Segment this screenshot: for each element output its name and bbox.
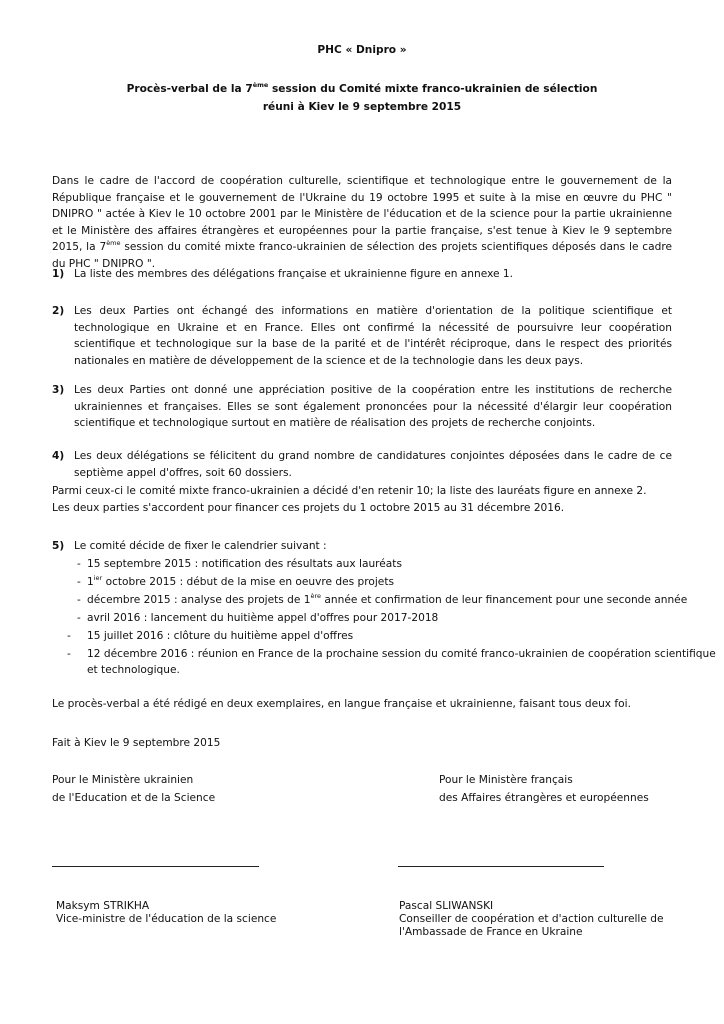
right-signatory-name: Pascal SLIWANSKI — [399, 900, 494, 912]
document-subtitle — [0, 81, 724, 98]
item-3-text: Les deux Parties ont donné une appréciation positive de la coopération entre les institutions de recherche ukrainiennes et françaises. Elles se sont également prononcées pour la nécessité d'élargir leur coopération scientifique et technologique surtout en matière de réalisation des projets de recherche conjoints. — [74, 384, 672, 429]
calendar-item-continued: et technologique. — [87, 664, 180, 676]
calendar-dash: - — [67, 630, 71, 642]
item-2-text: Les deux Parties ont échangé des informations en matière d'orientation de la politique scientifique et technologique en Ukraine et en France. Elles ont confirmé la nécessité de poursuivre leur coopération scientifique et technologique sur la base de la parité et de l'intérêt réciproque, dans le respect des priorités nationales en matière de développement de la science et de la technologie dans les deux pays. — [74, 305, 672, 367]
right-signatory-ministry-line2: des Affaires étrangères et européennes — [439, 792, 649, 804]
document-subtitle-line2: réuni à Kiev le 9 septembre 2015 — [262, 101, 462, 113]
calendar-item: avril 2016 : lancement du huitième appel d'offres pour 2017-2018 — [87, 612, 439, 624]
calendar-superscript: ier — [93, 574, 103, 582]
item-2-number: 2) — [52, 305, 65, 317]
item-4-text: Les deux délégations se félicitent du grand nombre de candidatures conjointes déposées dans le cadre de ce septième appel d'offres, soit 60 dossiers. — [74, 450, 672, 479]
calendar-item-text: décembre 2015 : analyse des projets de 1 — [87, 594, 311, 606]
item-5-text: Le comité décide de fixer le calendrier suivant : — [74, 540, 327, 552]
item-3-number: 3) — [52, 384, 65, 396]
intro-text-part2: session du comité mixte franco-ukrainien de sélection des projets scientifiques déposés dans le cadre du PHC " DNIPRO ". — [52, 241, 672, 270]
calendar-item-text: octobre 2015 : début de la mise en oeuvre des projets — [102, 576, 395, 588]
right-signatory-role: Conseiller de coopération et d'action culturelle de — [399, 913, 664, 925]
left-signatory-name: Maksym STRIKHA — [56, 900, 150, 912]
right-signatory-role-line2: l'Ambassade de France en Ukraine — [399, 926, 583, 938]
calendar-item — [87, 592, 687, 609]
calendar-item-text: 1 — [87, 576, 94, 588]
calendar-item: 15 septembre 2015 : notification des résultats aux lauréats — [87, 558, 402, 570]
item-1-text: La liste des membres des délégations française et ukrainienne figure en annexe 1. — [74, 268, 513, 280]
calendar-superscript: ère — [310, 592, 322, 600]
right-signatory-ministry: Pour le Ministère français — [439, 774, 573, 786]
item-5-number: 5) — [52, 540, 65, 552]
closing-statement: Le procès-verbal a été rédigé en deux exemplaires, en langue française et ukrainienne, faisant tous deux foi. — [52, 698, 631, 710]
place-date: Fait à Kiev le 9 septembre 2015 — [52, 737, 221, 749]
left-signature-line — [52, 866, 259, 867]
calendar-item-text: année et confirmation de leur financement pour une seconde année — [321, 594, 688, 606]
calendar-item — [87, 574, 394, 591]
left-signatory-ministry-line2: de l'Education et de la Science — [52, 792, 216, 804]
calendar-dash: - — [77, 612, 81, 624]
subtitle-text-post: session du Comité mixte franco-ukrainien de sélection — [268, 83, 598, 95]
item-4-selection-sentence: Parmi ceux-ci le comité mixte franco-ukrainien a décidé d'en retenir 10; la liste des lauréats figure en annexe 2. — [52, 485, 647, 497]
intro-paragraph — [52, 173, 672, 272]
left-signatory-role: Vice-ministre de l'éducation de la science — [56, 913, 277, 925]
subtitle-superscript: ème — [252, 81, 269, 89]
intro-superscript: ème — [106, 239, 121, 247]
document-title: PHC « Dnipro » — [317, 44, 407, 56]
calendar-dash: - — [77, 576, 81, 588]
left-signatory-ministry: Pour le Ministère ukrainien — [52, 774, 194, 786]
calendar-item: 12 décembre 2016 : réunion en France de la prochaine session du comité franco-ukrainien de coopération scientifique — [87, 648, 716, 660]
item-1-number: 1) — [52, 268, 65, 280]
item-4-number: 4) — [52, 450, 65, 462]
intro-text-part1: Dans le cadre de l'accord de coopération culturelle, scientifique et technologique entre le gouvernement de la République française et le gouvernement de l'Ukraine du 19 octobre 1995 et suite à la mise en œuvre du PHC " DNIPRO " actée à Kiev le 10 octobre 2001 par le Ministère de l'éducation et de la science pour la partie ukrainienne et le Ministère des affaires étrangères et européennes pour la partie française, s'est tenue à Kiev le 9 septembre 2015, la 7 — [52, 175, 672, 253]
calendar-dash: - — [67, 648, 71, 660]
right-signature-line — [398, 866, 604, 867]
item-4-funding-sentence: Les deux parties s'accordent pour financer ces projets du 1 octobre 2015 au 31 décembre 2016. — [52, 502, 565, 514]
subtitle-text-pre: Procès-verbal de la 7 — [126, 83, 253, 95]
calendar-dash: - — [77, 594, 81, 606]
calendar-dash: - — [77, 558, 81, 570]
calendar-item: 15 juillet 2016 : clôture du huitième appel d'offres — [87, 630, 354, 642]
